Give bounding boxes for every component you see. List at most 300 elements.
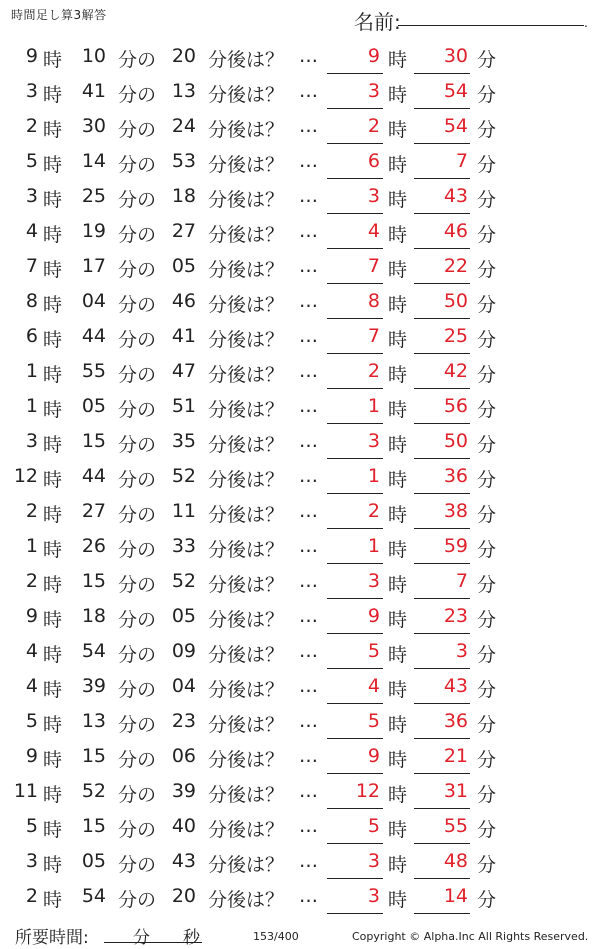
answer-hour-line[interactable] xyxy=(327,248,383,249)
answer-minute: 54 xyxy=(443,80,468,102)
ellipsis: … xyxy=(299,255,318,277)
problem-row xyxy=(0,600,600,635)
answer-hour-line[interactable] xyxy=(327,808,383,809)
added-minutes: 40 xyxy=(171,815,196,837)
added-minutes: 11 xyxy=(171,500,196,522)
answer-minute: 23 xyxy=(443,605,468,627)
minute-of-label: 分の xyxy=(118,714,157,736)
problem-minute: 17 xyxy=(81,255,106,277)
minute-of-label: 分の xyxy=(118,889,157,911)
hour-label: 時 xyxy=(43,784,63,806)
hour-label: 時 xyxy=(43,224,63,246)
problem-row xyxy=(0,355,600,390)
minute-of-label: 分の xyxy=(118,469,157,491)
answer-minute-label: 分 xyxy=(477,714,497,736)
answer-hour: 2 xyxy=(367,360,380,382)
minute-of-label: 分の xyxy=(118,329,157,351)
worksheet-title: 時間足し算3解答 xyxy=(11,8,107,22)
hour-label: 時 xyxy=(43,854,63,876)
problem-hour: 5 xyxy=(25,815,38,837)
problem-minute: 15 xyxy=(81,745,106,767)
answer-hour-line[interactable] xyxy=(327,108,383,109)
ellipsis: … xyxy=(299,325,318,347)
ellipsis: … xyxy=(299,605,318,627)
answer-minute: 21 xyxy=(443,745,468,767)
answer-minute-label: 分 xyxy=(477,504,497,526)
answer-minute-line[interactable] xyxy=(414,143,470,144)
hour-label: 時 xyxy=(43,714,63,736)
answer-minute: 31 xyxy=(443,780,468,802)
page-number: 153/400 xyxy=(253,930,299,943)
answer-minute-label: 分 xyxy=(477,784,497,806)
added-minutes: 41 xyxy=(171,325,196,347)
problem-row xyxy=(0,285,600,320)
problem-minute: 10 xyxy=(81,45,106,67)
answer-minute-label: 分 xyxy=(477,329,497,351)
answer-minute-label: 分 xyxy=(477,854,497,876)
answer-hour-line[interactable] xyxy=(327,73,383,74)
problem-hour: 12 xyxy=(13,465,38,487)
hour-label: 時 xyxy=(43,259,63,281)
answer-hour-line[interactable] xyxy=(327,668,383,669)
ellipsis: … xyxy=(299,80,318,102)
answer-hour: 1 xyxy=(367,465,380,487)
minutes-later-label: 分後は？ xyxy=(208,189,285,211)
answer-minute-line[interactable] xyxy=(414,633,470,634)
answer-minute: 7 xyxy=(455,570,468,592)
added-minutes: 06 xyxy=(171,745,196,767)
minute-of-label: 分の xyxy=(118,154,157,176)
minutes-later-label: 分後は？ xyxy=(208,224,285,246)
answer-hour-label: 時 xyxy=(388,224,408,246)
time-second-label: 秒 xyxy=(183,928,200,948)
problem-hour: 7 xyxy=(25,255,38,277)
answer-hour: 6 xyxy=(367,150,380,172)
problem-row xyxy=(0,810,600,845)
answer-hour: 3 xyxy=(367,185,380,207)
answer-hour-line[interactable] xyxy=(327,528,383,529)
answer-minute: 59 xyxy=(443,535,468,557)
answer-minute: 50 xyxy=(443,430,468,452)
problem-minute: 05 xyxy=(81,395,106,417)
problem-minute: 39 xyxy=(81,675,106,697)
problem-hour: 4 xyxy=(25,675,38,697)
minute-of-label: 分の xyxy=(118,224,157,246)
added-minutes: 23 xyxy=(171,710,196,732)
problem-minute: 30 xyxy=(81,115,106,137)
answer-hour-line[interactable] xyxy=(327,178,383,179)
hour-label: 時 xyxy=(43,889,63,911)
answer-hour-label: 時 xyxy=(388,749,408,771)
answer-minute-label: 分 xyxy=(477,189,497,211)
hour-label: 時 xyxy=(43,749,63,771)
problem-hour: 3 xyxy=(25,185,38,207)
answer-minute: 30 xyxy=(443,45,468,67)
answer-hour-label: 時 xyxy=(388,609,408,631)
problem-minute: 55 xyxy=(81,360,106,382)
ellipsis: … xyxy=(299,815,318,837)
added-minutes: 04 xyxy=(171,675,196,697)
minute-of-label: 分の xyxy=(118,364,157,386)
minute-of-label: 分の xyxy=(118,84,157,106)
answer-minute-label: 分 xyxy=(477,539,497,561)
answer-minute-line[interactable] xyxy=(414,73,470,74)
problem-minute: 05 xyxy=(81,850,106,872)
answer-minute: 36 xyxy=(443,465,468,487)
added-minutes: 53 xyxy=(171,150,196,172)
ellipsis: … xyxy=(299,115,318,137)
answer-minute: 55 xyxy=(443,815,468,837)
answer-minute: 43 xyxy=(443,185,468,207)
ellipsis: … xyxy=(299,360,318,382)
answer-hour-label: 時 xyxy=(388,294,408,316)
hour-label: 時 xyxy=(43,154,63,176)
added-minutes: 35 xyxy=(171,430,196,452)
minutes-later-label: 分後は？ xyxy=(208,259,285,281)
problem-row xyxy=(0,705,600,740)
problem-row xyxy=(0,390,600,425)
answer-hour: 1 xyxy=(367,395,380,417)
answer-minute: 54 xyxy=(443,115,468,137)
answer-hour-line[interactable] xyxy=(327,353,383,354)
hour-label: 時 xyxy=(43,294,63,316)
answer-hour-label: 時 xyxy=(388,49,408,71)
problem-minute: 54 xyxy=(81,885,106,907)
problem-hour: 5 xyxy=(25,150,38,172)
hour-label: 時 xyxy=(43,189,63,211)
minute-of-label: 分の xyxy=(118,854,157,876)
problem-minute: 27 xyxy=(81,500,106,522)
ellipsis: … xyxy=(299,290,318,312)
added-minutes: 51 xyxy=(171,395,196,417)
answer-hour: 5 xyxy=(367,710,380,732)
answer-minute: 46 xyxy=(443,220,468,242)
problem-minute: 44 xyxy=(81,465,106,487)
minutes-later-label: 分後は？ xyxy=(208,154,285,176)
answer-hour-label: 時 xyxy=(388,84,408,106)
hour-label: 時 xyxy=(43,679,63,701)
answer-minute-label: 分 xyxy=(477,819,497,841)
answer-minute-label: 分 xyxy=(477,609,497,631)
answer-hour: 9 xyxy=(367,45,380,67)
ellipsis: … xyxy=(299,150,318,172)
time-required-label: 所要時間: xyxy=(15,928,89,948)
problem-minute: 54 xyxy=(81,640,106,662)
answer-minute-line[interactable] xyxy=(414,703,470,704)
answer-minute-label: 分 xyxy=(477,469,497,491)
answer-minute-label: 分 xyxy=(477,749,497,771)
problem-hour: 2 xyxy=(25,570,38,592)
answer-minute: 56 xyxy=(443,395,468,417)
answer-hour: 8 xyxy=(367,290,380,312)
ellipsis: … xyxy=(299,675,318,697)
minute-of-label: 分の xyxy=(118,609,157,631)
problem-hour: 3 xyxy=(25,80,38,102)
added-minutes: 47 xyxy=(171,360,196,382)
answer-hour: 3 xyxy=(367,885,380,907)
minutes-later-label: 分後は？ xyxy=(208,294,285,316)
answer-hour-line[interactable] xyxy=(327,388,383,389)
ellipsis: … xyxy=(299,850,318,872)
answer-minute: 25 xyxy=(443,325,468,347)
answer-minute-label: 分 xyxy=(477,154,497,176)
problem-hour: 5 xyxy=(25,710,38,732)
answer-minute: 43 xyxy=(443,675,468,697)
answer-hour: 3 xyxy=(367,80,380,102)
answer-minute-line[interactable] xyxy=(414,808,470,809)
answer-hour: 7 xyxy=(367,255,380,277)
minutes-later-label: 分後は？ xyxy=(208,364,285,386)
ellipsis: … xyxy=(299,500,318,522)
answer-minute-line[interactable] xyxy=(414,213,470,214)
added-minutes: 05 xyxy=(171,255,196,277)
minute-of-label: 分の xyxy=(118,784,157,806)
answer-minute-line[interactable] xyxy=(414,668,470,669)
answer-minute-label: 分 xyxy=(477,49,497,71)
answer-hour: 2 xyxy=(367,500,380,522)
answer-minute-line[interactable] xyxy=(414,388,470,389)
problem-hour: 3 xyxy=(25,850,38,872)
ellipsis: … xyxy=(299,570,318,592)
problem-minute: 18 xyxy=(81,605,106,627)
minutes-later-label: 分後は？ xyxy=(208,784,285,806)
answer-hour-line[interactable] xyxy=(327,703,383,704)
answer-hour-line[interactable] xyxy=(327,913,383,914)
problem-row xyxy=(0,145,600,180)
problem-hour: 1 xyxy=(25,395,38,417)
answer-hour: 3 xyxy=(367,850,380,872)
problem-hour: 2 xyxy=(25,115,38,137)
added-minutes: 24 xyxy=(171,115,196,137)
answer-minute-line[interactable] xyxy=(414,913,470,914)
added-minutes: 13 xyxy=(171,80,196,102)
answer-minute-label: 分 xyxy=(477,574,497,596)
answer-minute-label: 分 xyxy=(477,889,497,911)
problem-row xyxy=(0,40,600,75)
ellipsis: … xyxy=(299,535,318,557)
ellipsis: … xyxy=(299,465,318,487)
name-field-line[interactable] xyxy=(398,25,584,26)
answer-hour-line[interactable] xyxy=(327,213,383,214)
answer-minute-line[interactable] xyxy=(414,318,470,319)
answer-hour-label: 時 xyxy=(388,329,408,351)
answer-hour: 4 xyxy=(367,675,380,697)
answer-minute-label: 分 xyxy=(477,119,497,141)
ellipsis: … xyxy=(299,780,318,802)
minutes-later-label: 分後は？ xyxy=(208,679,285,701)
problem-minute: 14 xyxy=(81,150,106,172)
answer-hour-label: 時 xyxy=(388,469,408,491)
answer-hour-label: 時 xyxy=(388,364,408,386)
answer-minute-line[interactable] xyxy=(414,843,470,844)
ellipsis: … xyxy=(299,885,318,907)
ellipsis: … xyxy=(299,220,318,242)
problem-hour: 8 xyxy=(25,290,38,312)
answer-minute-line[interactable] xyxy=(414,178,470,179)
minutes-later-label: 分後は？ xyxy=(208,714,285,736)
answer-hour-label: 時 xyxy=(388,504,408,526)
answer-minute-line[interactable] xyxy=(414,108,470,109)
hour-label: 時 xyxy=(43,644,63,666)
problem-hour: 4 xyxy=(25,640,38,662)
added-minutes: 05 xyxy=(171,605,196,627)
answer-minute-line[interactable] xyxy=(414,563,470,564)
answer-hour: 9 xyxy=(367,605,380,627)
problem-row xyxy=(0,530,600,565)
problem-hour: 1 xyxy=(25,360,38,382)
answer-hour-label: 時 xyxy=(388,189,408,211)
added-minutes: 43 xyxy=(171,850,196,872)
answer-hour: 5 xyxy=(367,640,380,662)
hour-label: 時 xyxy=(43,399,63,421)
answer-minute-line[interactable] xyxy=(414,773,470,774)
problem-row xyxy=(0,320,600,355)
answer-minute-label: 分 xyxy=(477,84,497,106)
answer-hour-label: 時 xyxy=(388,574,408,596)
answer-minute-line[interactable] xyxy=(414,283,470,284)
answer-hour-line[interactable] xyxy=(327,283,383,284)
problem-row xyxy=(0,425,600,460)
answer-minute: 7 xyxy=(455,150,468,172)
hour-label: 時 xyxy=(43,819,63,841)
name-label: 名前: xyxy=(354,10,401,34)
answer-hour: 9 xyxy=(367,745,380,767)
answer-minute: 50 xyxy=(443,290,468,312)
answer-minute-line[interactable] xyxy=(414,248,470,249)
hour-label: 時 xyxy=(43,364,63,386)
answer-hour-label: 時 xyxy=(388,259,408,281)
hour-label: 時 xyxy=(43,539,63,561)
problem-minute: 15 xyxy=(81,570,106,592)
added-minutes: 46 xyxy=(171,290,196,312)
answer-minute-line[interactable] xyxy=(414,493,470,494)
answer-hour-label: 時 xyxy=(388,399,408,421)
problem-row xyxy=(0,775,600,810)
answer-minute: 22 xyxy=(443,255,468,277)
problem-hour: 9 xyxy=(25,605,38,627)
answer-hour: 3 xyxy=(367,430,380,452)
problem-minute: 04 xyxy=(81,290,106,312)
minute-of-label: 分の xyxy=(118,504,157,526)
answer-minute-line[interactable] xyxy=(414,353,470,354)
minutes-later-label: 分後は？ xyxy=(208,819,285,841)
answer-hour: 4 xyxy=(367,220,380,242)
answer-hour-label: 時 xyxy=(388,784,408,806)
hour-label: 時 xyxy=(43,329,63,351)
answer-hour-line[interactable] xyxy=(327,598,383,599)
problem-row xyxy=(0,565,600,600)
problem-hour: 4 xyxy=(25,220,38,242)
answer-hour: 5 xyxy=(367,815,380,837)
problem-hour: 2 xyxy=(25,500,38,522)
minutes-later-label: 分後は？ xyxy=(208,399,285,421)
answer-hour-line[interactable] xyxy=(327,738,383,739)
answer-minute: 42 xyxy=(443,360,468,382)
answer-minute-label: 分 xyxy=(477,399,497,421)
added-minutes: 33 xyxy=(171,535,196,557)
answer-hour: 3 xyxy=(367,570,380,592)
answer-hour-label: 時 xyxy=(388,154,408,176)
ellipsis: … xyxy=(299,185,318,207)
answer-hour: 12 xyxy=(355,780,380,802)
minutes-later-label: 分後は？ xyxy=(208,119,285,141)
answer-hour-line[interactable] xyxy=(327,878,383,879)
answer-hour-line[interactable] xyxy=(327,458,383,459)
minutes-later-label: 分後は？ xyxy=(208,574,285,596)
answer-hour: 1 xyxy=(367,535,380,557)
minutes-later-label: 分後は？ xyxy=(208,49,285,71)
answer-hour-line[interactable] xyxy=(327,633,383,634)
problem-minute: 26 xyxy=(81,535,106,557)
answer-hour-line[interactable] xyxy=(327,843,383,844)
answer-minute-line[interactable] xyxy=(414,598,470,599)
problem-hour: 6 xyxy=(25,325,38,347)
problem-minute: 15 xyxy=(81,430,106,452)
answer-minute-label: 分 xyxy=(477,679,497,701)
answer-minute-line[interactable] xyxy=(414,458,470,459)
answer-minute: 48 xyxy=(443,850,468,872)
problem-row xyxy=(0,845,600,880)
answer-minute-label: 分 xyxy=(477,294,497,316)
answer-hour-label: 時 xyxy=(388,854,408,876)
minutes-later-label: 分後は？ xyxy=(208,469,285,491)
hour-label: 時 xyxy=(43,434,63,456)
name-field-end: . xyxy=(584,16,588,30)
answer-hour: 7 xyxy=(367,325,380,347)
answer-hour-line[interactable] xyxy=(327,773,383,774)
problem-row xyxy=(0,495,600,530)
answer-minute-label: 分 xyxy=(477,434,497,456)
answer-hour-label: 時 xyxy=(388,714,408,736)
answer-hour-line[interactable] xyxy=(327,563,383,564)
problem-row xyxy=(0,75,600,110)
added-minutes: 20 xyxy=(171,885,196,907)
minute-of-label: 分の xyxy=(118,49,157,71)
minute-of-label: 分の xyxy=(118,119,157,141)
answer-hour-line[interactable] xyxy=(327,318,383,319)
problem-row xyxy=(0,110,600,145)
problem-hour: 11 xyxy=(13,780,38,802)
answer-minute: 36 xyxy=(443,710,468,732)
minute-of-label: 分の xyxy=(118,294,157,316)
answer-hour-line[interactable] xyxy=(327,493,383,494)
hour-label: 時 xyxy=(43,49,63,71)
answer-hour-line[interactable] xyxy=(327,423,383,424)
answer-minute-line[interactable] xyxy=(414,423,470,424)
minutes-later-label: 分後は？ xyxy=(208,504,285,526)
problem-minute: 52 xyxy=(81,780,106,802)
answer-minute-line[interactable] xyxy=(414,528,470,529)
added-minutes: 52 xyxy=(171,465,196,487)
time-minute-label: 分 xyxy=(133,928,150,948)
answer-minute-line[interactable] xyxy=(414,878,470,879)
minutes-later-label: 分後は？ xyxy=(208,854,285,876)
minutes-later-label: 分後は？ xyxy=(208,609,285,631)
ellipsis: … xyxy=(299,745,318,767)
problem-hour: 2 xyxy=(25,885,38,907)
answer-minute-label: 分 xyxy=(477,224,497,246)
answer-hour-label: 時 xyxy=(388,119,408,141)
added-minutes: 09 xyxy=(171,640,196,662)
answer-minute-line[interactable] xyxy=(414,738,470,739)
problem-minute: 44 xyxy=(81,325,106,347)
ellipsis: … xyxy=(299,710,318,732)
problem-row xyxy=(0,635,600,670)
problem-row xyxy=(0,670,600,705)
answer-hour-line[interactable] xyxy=(327,143,383,144)
ellipsis: … xyxy=(299,395,318,417)
problem-minute: 25 xyxy=(81,185,106,207)
